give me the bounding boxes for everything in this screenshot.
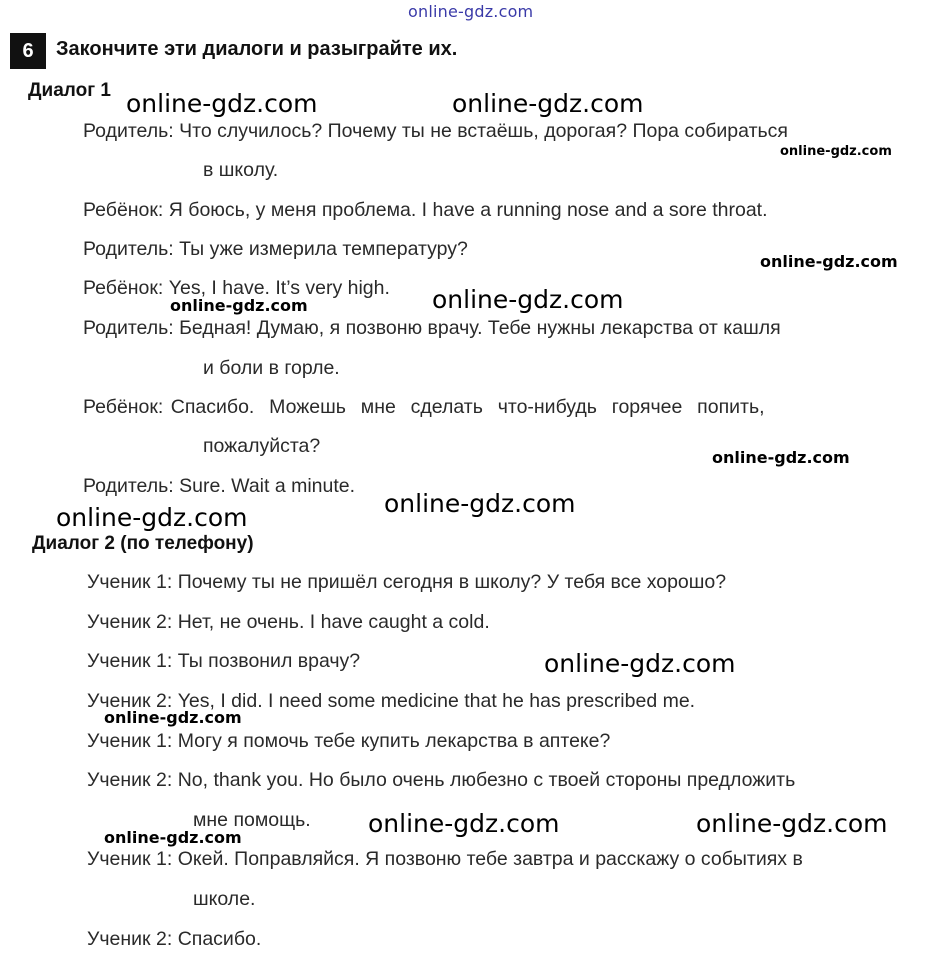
task-number-badge: 6: [10, 33, 46, 69]
watermark: online-gdz.com: [712, 448, 850, 467]
speaker-label: Родитель:: [83, 120, 174, 142]
line-text: Ты позвонил врачу?: [177, 650, 361, 672]
line-text: Могу я помочь тебе купить лекарства в аптеке?: [177, 730, 611, 752]
line-text: No, thank you. Но было очень любезно с твоей стороны предложить: [177, 769, 796, 791]
line-text: Ты уже измерила температуру?: [179, 238, 468, 260]
dialog-line: [87, 571, 726, 594]
line-text: Спасибо.: [177, 928, 262, 950]
dialog-line: [83, 475, 355, 498]
dialog-line: [83, 396, 765, 419]
line-text: Нет, не очень. I have caught a cold.: [177, 611, 490, 633]
speaker-label: Ребёнок:: [83, 199, 164, 221]
dialog-line: [87, 650, 360, 673]
watermark: online-gdz.com: [56, 503, 248, 532]
line-continuation: и боли в горле.: [203, 357, 340, 379]
speaker-label: Ученик 1:: [87, 730, 173, 752]
speaker-label: Ученик 2:: [87, 769, 173, 791]
dialog-line: [87, 848, 803, 871]
line-text: Окей. Поправляйся. Я позвоню тебе завтра и расскажу о событиях в: [177, 848, 803, 870]
line-continuation: в школу.: [203, 159, 279, 181]
watermark: online-gdz.com: [126, 89, 318, 118]
speaker-label: Родитель:: [83, 238, 174, 260]
dialog-line: [83, 317, 781, 340]
speaker-label: Родитель:: [83, 475, 174, 497]
speaker-label: Ученик 1:: [87, 650, 173, 672]
watermark: online-gdz.com: [432, 285, 624, 314]
watermark: online-gdz.com: [696, 809, 888, 838]
dialog-line: [87, 730, 610, 753]
line-continuation: мне помощь.: [193, 809, 311, 831]
watermark: online-gdz.com: [760, 252, 898, 271]
line-text: Я боюсь, у меня проблема. I have a running nose and a sore throat.: [168, 199, 768, 221]
line-text: Почему ты не пришёл сегодня в школу? У тебя все хорошо?: [177, 571, 727, 593]
line-text: Бедная! Думаю, я позвоню врачу. Тебе нужны лекарства от кашля: [179, 317, 781, 339]
speaker-label: Ученик 2:: [87, 928, 173, 950]
speaker-label: Ученик 2:: [87, 690, 173, 712]
line-text: Спасибо. Можешь мне сделать что-нибудь горячее попить,: [170, 396, 765, 418]
speaker-label: Ученик 1:: [87, 571, 173, 593]
task-title: Закончите эти диалоги и разыграйте их.: [56, 38, 458, 60]
watermark: online-gdz.com: [544, 649, 736, 678]
line-text: Что случилось? Почему ты не встаёшь, дорогая? Пора собираться: [179, 120, 788, 142]
watermark-top: online-gdz.com: [408, 2, 534, 21]
speaker-label: Родитель:: [83, 317, 174, 339]
speaker-label: Ученик 1:: [87, 848, 173, 870]
watermark: online-gdz.com: [368, 809, 560, 838]
watermark: online-gdz.com: [104, 708, 242, 727]
line-text: Yes, I did. I need some medicine that he has prescribed me.: [177, 690, 696, 712]
dialog-line: [87, 611, 490, 634]
line-continuation: пожалуйста?: [203, 435, 321, 457]
watermark: online-gdz.com: [452, 89, 644, 118]
dialog2-heading: Диалог 2 (по телефону): [32, 533, 254, 554]
line-continuation: школе.: [193, 888, 256, 910]
watermark: online-gdz.com: [780, 144, 892, 159]
speaker-label: Ребёнок:: [83, 396, 164, 418]
dialog-line: [87, 928, 261, 951]
watermark: online-gdz.com: [104, 828, 242, 847]
dialog-line: [83, 199, 768, 222]
speaker-label: Ребёнок:: [83, 277, 164, 299]
watermark: online-gdz.com: [170, 296, 308, 315]
dialog-line: [83, 238, 468, 261]
dialog-line: [83, 120, 788, 143]
watermark: online-gdz.com: [384, 489, 576, 518]
dialog-line: [87, 769, 795, 792]
line-text: Sure. Wait a minute.: [179, 475, 356, 497]
line-text: Yes, I have. It’s very high.: [168, 277, 390, 299]
dialog1-heading: Диалог 1: [28, 80, 111, 101]
speaker-label: Ученик 2:: [87, 611, 173, 633]
